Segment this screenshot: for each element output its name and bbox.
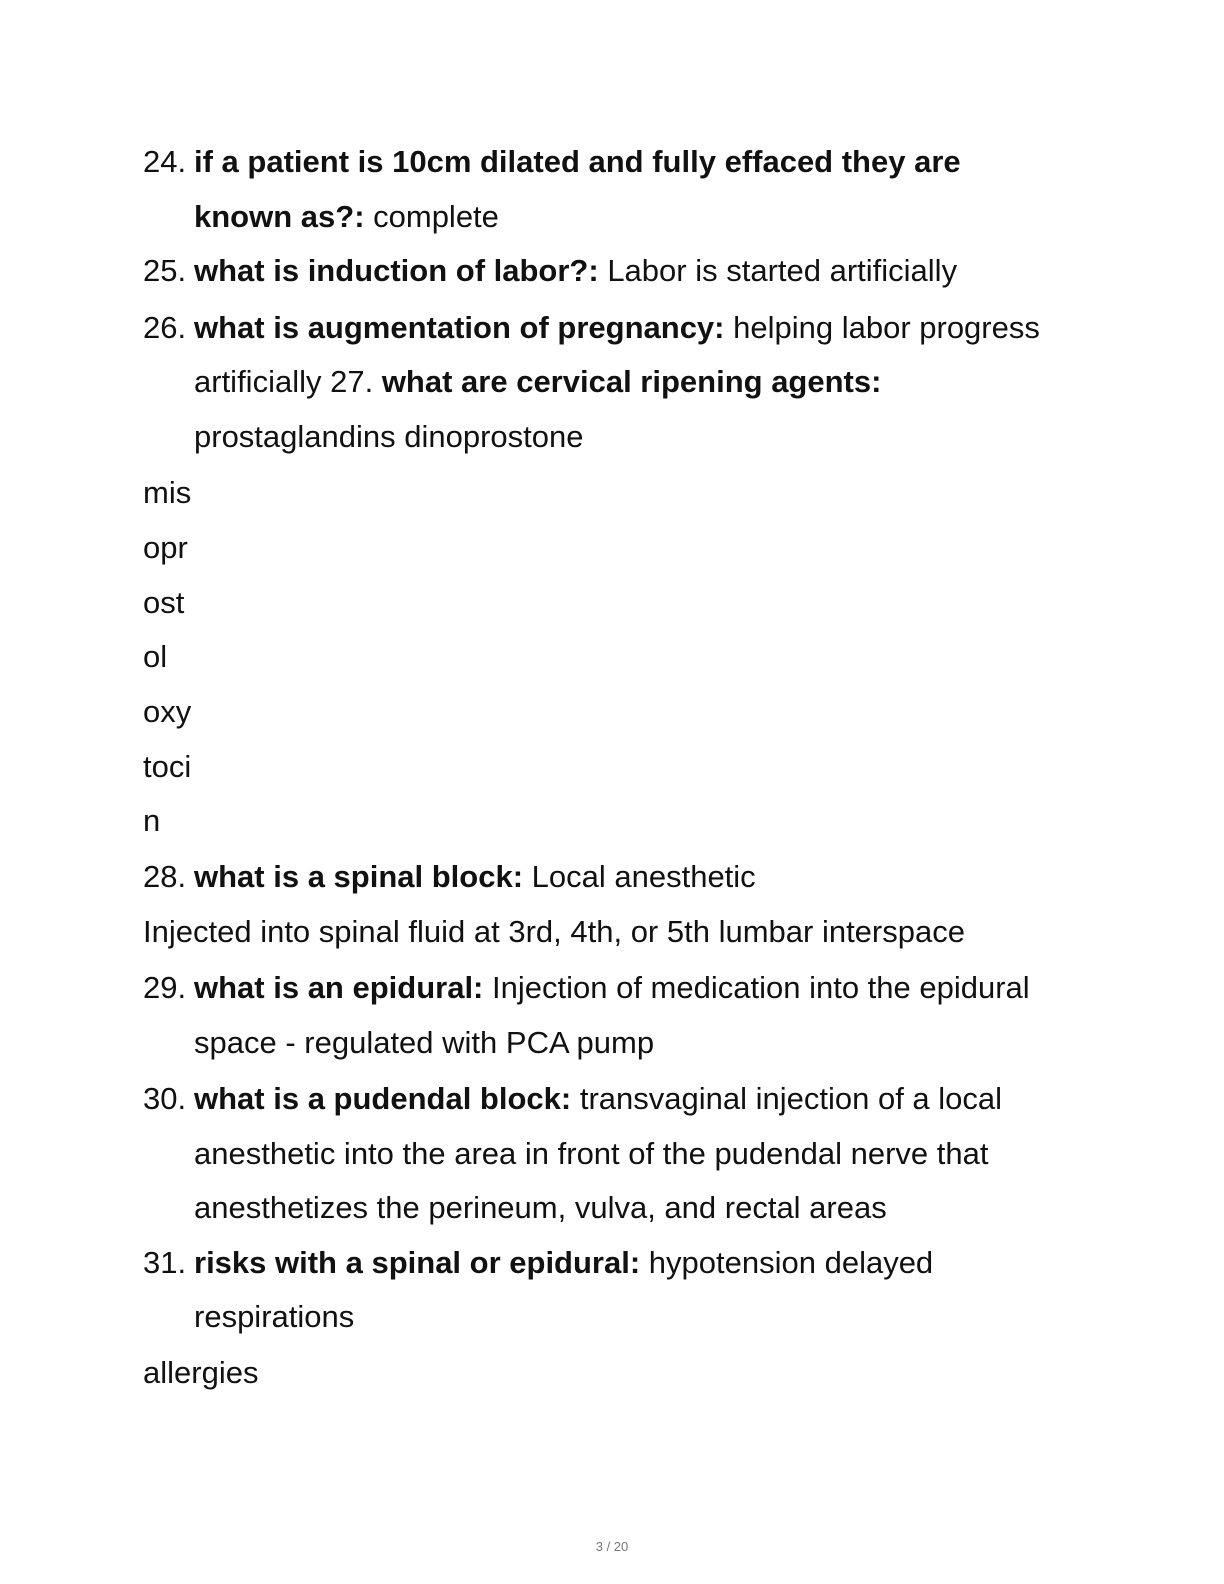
item-27-answer: [194, 417, 584, 457]
item-24-line-1: [143, 142, 961, 182]
item-30-line-2: anesthetic into the area in front of the pudendal nerve that: [194, 1136, 989, 1171]
answer-text: helping labor progress: [724, 310, 1040, 345]
fragment-line: ost: [143, 585, 185, 620]
fragment-line: oxy: [143, 694, 192, 729]
item-31-line-2: respirations: [194, 1299, 355, 1334]
fragment-line: opr: [143, 530, 188, 565]
item-number: 28.: [143, 859, 187, 894]
item-31-line-1: [143, 1243, 933, 1283]
fragment-line: mis: [143, 475, 192, 510]
question-text: risks with a spinal or epidural:: [194, 1245, 641, 1280]
item-number: 24.: [143, 144, 187, 179]
answer-text: Labor is started artificially: [598, 253, 958, 288]
item-number: 31.: [143, 1245, 187, 1280]
answer-text: artificially: [194, 364, 331, 399]
item-29-line-1: [143, 968, 1030, 1008]
allergies-line: allergies: [143, 1355, 259, 1390]
question-text: if a patient is 10cm dilated and fully effaced they are: [194, 144, 961, 179]
answer-text: prostaglandins dinoprostone: [194, 419, 584, 454]
question-text: what is augmentation of pregnancy:: [194, 310, 725, 345]
answer-text: transvaginal injection of a local: [571, 1081, 1003, 1116]
spinal-block-detail: Injected into spinal fluid at 3rd, 4th, or 5th lumbar interspace: [143, 914, 965, 949]
question-text: known as?:: [194, 199, 365, 234]
page-number: 3 / 20: [595, 1539, 629, 1554]
question-text: what are cervical ripening agents:: [373, 364, 882, 399]
item-number: 25.: [143, 253, 187, 288]
item-number: 29.: [143, 970, 187, 1005]
item-26-line-2: [194, 362, 881, 402]
item-25-line-1: [143, 251, 957, 291]
question-text: what is a pudendal block:: [194, 1081, 572, 1116]
fragment-line: toci: [143, 749, 192, 784]
item-30-line-3: anesthetizes the perineum, vulva, and rectal areas: [194, 1190, 887, 1225]
item-28-line-1: [143, 857, 756, 897]
question-text: what is an epidural:: [194, 970, 484, 1005]
answer-text: Injection of medication into the epidural: [483, 970, 1030, 1005]
answer-text: Local anesthetic: [523, 859, 756, 894]
question-text: what is induction of labor?:: [194, 253, 599, 288]
item-number: 27.: [330, 364, 374, 399]
answer-text: complete: [364, 199, 499, 234]
fragment-line: ol: [143, 639, 168, 674]
answer-text: hypotension delayed: [640, 1245, 934, 1280]
fragment-line: n: [143, 803, 161, 838]
question-text: what is a spinal block:: [194, 859, 524, 894]
item-29-line-2: space - regulated with PCA pump: [194, 1025, 655, 1060]
item-number: 26.: [143, 310, 187, 345]
item-24-line-2: [194, 197, 499, 237]
item-number: 30.: [143, 1081, 187, 1116]
item-26-line-1: [143, 308, 1040, 348]
item-30-line-1: [143, 1079, 1002, 1119]
